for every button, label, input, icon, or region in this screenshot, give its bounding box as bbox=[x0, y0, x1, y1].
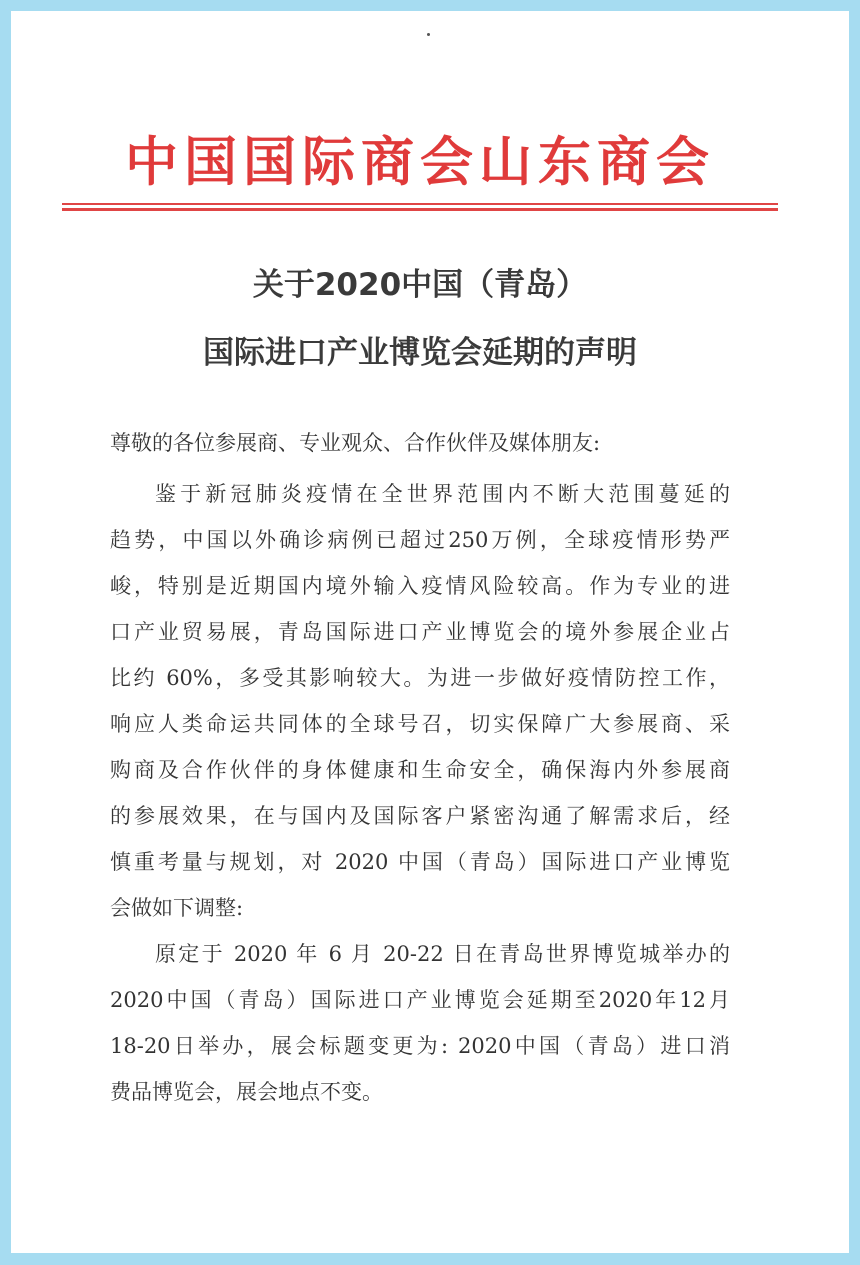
body-line: 购商及合作伙伴的身体健康和生命安全，确保海内外参展商 bbox=[110, 758, 730, 782]
body-line: 响应人类命运共同体的全球号召，切实保障广大参展商、采 bbox=[110, 712, 730, 736]
body-line: 的参展效果，在与国内及国际客户紧密沟通了解需求后，经 bbox=[110, 804, 730, 828]
salutation: 尊敬的各位参展商、专业观众、合作伙伴及媒体朋友: bbox=[110, 431, 601, 455]
body-line: 口产业贸易展，青岛国际进口产业博览会的境外参展企业占 bbox=[110, 620, 730, 644]
body-line: 峻，特别是近期国内境外输入疫情风险较高。作为专业的进 bbox=[110, 574, 730, 598]
body-line: 趋势，中国以外确诊病例已超过250万例，全球疫情形势严 bbox=[110, 528, 730, 552]
document-title-line-1: 关于2020中国（青岛） bbox=[252, 267, 588, 303]
body-line: 鉴于新冠肺炎疫情在全世界范围内不断大范围蔓延的 bbox=[155, 482, 730, 506]
letterhead-rule-thick bbox=[62, 208, 778, 211]
body-line: 18-20日举办，展会标题变更为: 2020中国（青岛）进口消 bbox=[110, 1034, 730, 1058]
document-title-line-2: 国际进口产业博览会延期的声明 bbox=[203, 335, 637, 371]
body-line: 慎重考量与规划，对 2020 中国（青岛）国际进口产业博览 bbox=[110, 850, 730, 874]
scan-speck bbox=[427, 33, 430, 36]
letterhead-title: 中国国际商会山东商会 bbox=[125, 131, 715, 193]
body-line: 费品博览会，展会地点不变。 bbox=[110, 1080, 383, 1104]
body-line: 会做如下调整: bbox=[110, 896, 244, 920]
body-line: 原定于 2020 年 6 月 20-22 日在青岛世界博览城举办的 bbox=[155, 942, 730, 966]
body-line: 比约 60%，多受其影响较大。为进一步做好疫情防控工作， bbox=[110, 666, 730, 690]
body-line: 2020中国（青岛）国际进口产业博览会延期至2020年12月 bbox=[110, 988, 730, 1012]
letterhead-rule-thin bbox=[62, 203, 778, 205]
